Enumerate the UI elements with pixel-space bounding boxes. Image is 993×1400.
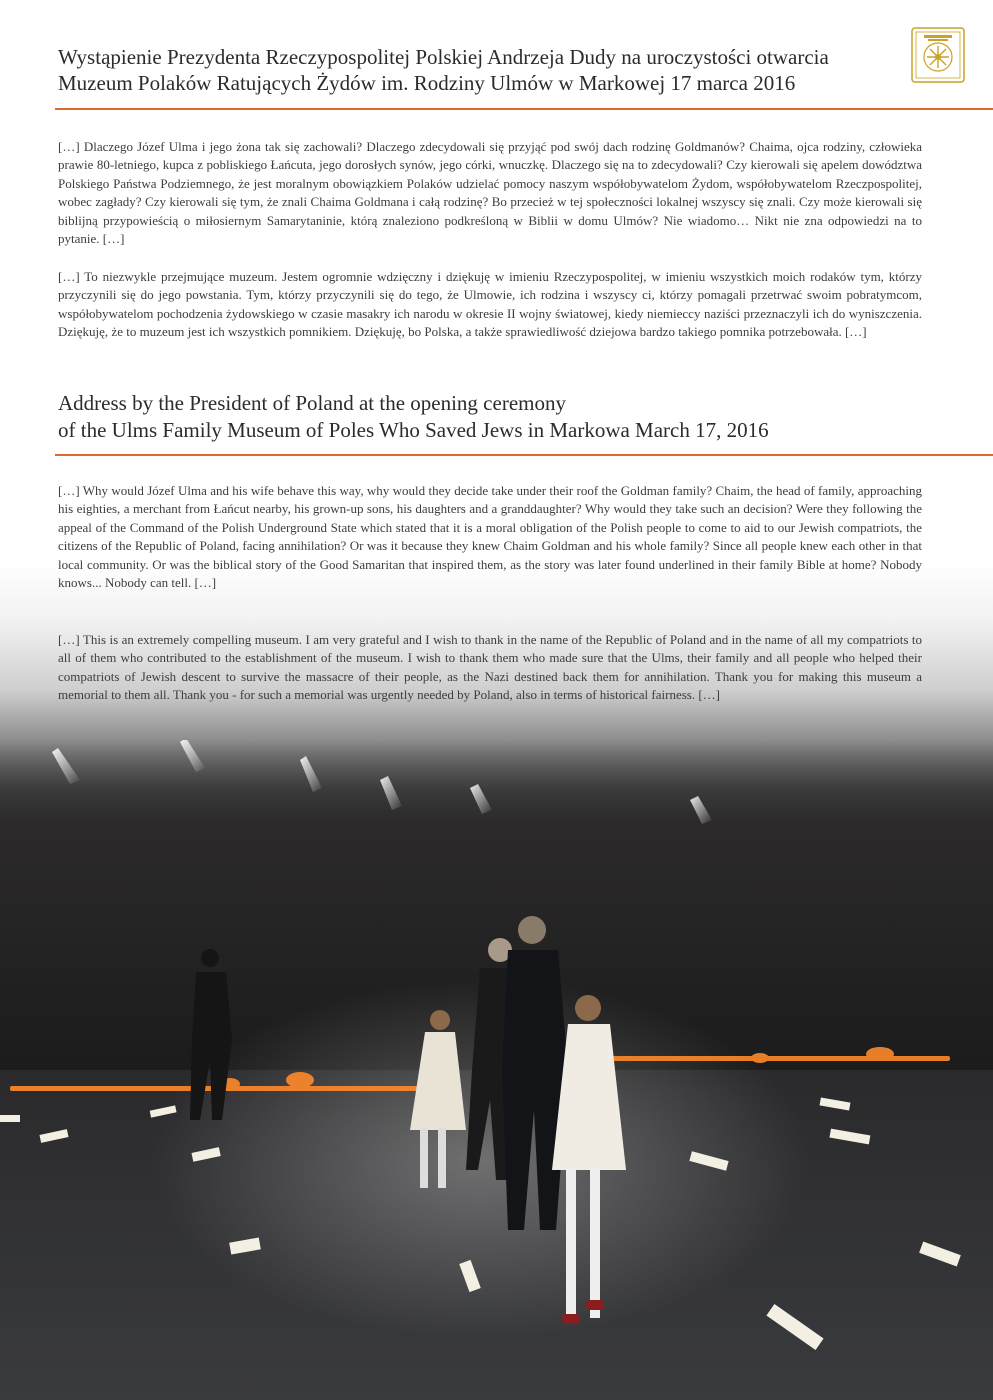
- english-section-title: [58, 390, 958, 444]
- english-title-line-1: Address by the President of Poland at the opening ceremony: [58, 391, 566, 415]
- header-divider: [55, 108, 993, 110]
- polish-paragraph-1: […] Dlaczego Józef Ulma i jego żona tak się zachowali? Dlaczego zdecydowali się przyjąć pod swój dach rodzinę Goldmanów? Chaima, ojca rodziny, człowieka prawie 80-letniego, kupca z pobliskiego Łańcuta, jego dorosłych synów, jego córki, wnuczkę. Dlaczego się na to zdecydowali? Czy kierowali się apelem dowództwa Polskiego Państwa Podziemnego, że jest moralnym obowiązkiem Polaków udzielać pomocy naszym współobywatelom Żydom, współobywatelom Rzeczpospolitej, wobec zagłady? Czy kierowali się tym, że znali Chaima Goldmana i całą rodzinę? Bo przecież w tej społeczności lokalnej wszyscy się znali. Czy może kierowali się biblijną przypowieścią o miłosiernym Samarytaninie, którą znaleziono podkreśloną w Biblii w domu Ulmów? Nie wiadomo… Nikt nie zna odpowiedzi na to pytanie. […]: [58, 139, 922, 247]
- page-title: [58, 44, 878, 96]
- page-title-line-2: Muzeum Polaków Ratujących Żydów im. Rodziny Ulmów w Markowej 17 marca 2016: [58, 71, 796, 95]
- english-paragraph-1: […] Why would Józef Ulma and his wife behave this way, why would they decide take under their roof the Goldman family? Chaim, the head of family, approaching his eighties, a merchant from Łańcut nearby, his grown-up sons, his daughters and a granddaughter? Why would they take such an decision? Were they following the appeal of the Command of the Polish Underground State which stated that it is a moral obligation of the Polish people to come to aid to our Jewish compatriots, the citizens of the Republic of Poland, facing annihilation? Or was it because they knew Chaim Goldman and his whole family? Since all people knew each other in that local community. Or was the biblical story of the Good Samaritan that inspired them, as the story was later found underlined in their family Bible at home? Nobody knows... Nobody can tell. […]: [58, 483, 922, 591]
- english-paragraph-2: […] This is an extremely compelling museum. I am very grateful and I wish to thank in the name of the Republic of Poland and in the name of all my compatriots to all of them who contributed to the establishment of the museum. I wish to thank them who made sure that the Ulms, their family and all people who helped their compatriots of Jewish descent to survive the massacre of their people, as the Nazi destined back them for annihilation. Thank you for making this museum a memorial to them all. Thank you - for such a memorial was urgently needed by Poland, also in terms of historical fairness. […]: [58, 632, 922, 703]
- museum-logo-icon: [910, 26, 966, 84]
- english-title-line-2: of the Ulms Family Museum of Poles Who Saved Jews in Markowa March 17, 2016: [58, 418, 769, 442]
- polish-paragraph-2: […] To niezwykle przejmujące muzeum. Jestem ogromnie wdzięczny i dziękuję w imieniu Rzeczypospolitej, w imieniu wszystkich moich rodaków tym, którzy przyczynili się do jego powstania. Tym, którzy przyczynili się do tego, że Ulmowie, ich rodzina i wszyscy ci, którzy pomagali przetrwać swoim pobratymcom, współobywatelom pochodzenia żydowskiego w czasie masakry ich narodu w okresie II wojny światowej, kiedy niemieccy naziści przeznaczyli ich do wyniszczenia. Dziękuję, że to muzeum jest ich wszystkich pomnikiem. Dziękuję, bo Polska, a także sprawiedliwość dziejowa bardzo takiego pomnika potrzebowała. […]: [58, 269, 922, 340]
- page-title-line-1: Wystąpienie Prezydenta Rzeczypospolitej Polskiej Andrzeja Dudy na uroczystości otwarcia: [58, 45, 829, 69]
- english-divider: [55, 454, 993, 456]
- museum-ceremony-photo: [0, 740, 993, 1400]
